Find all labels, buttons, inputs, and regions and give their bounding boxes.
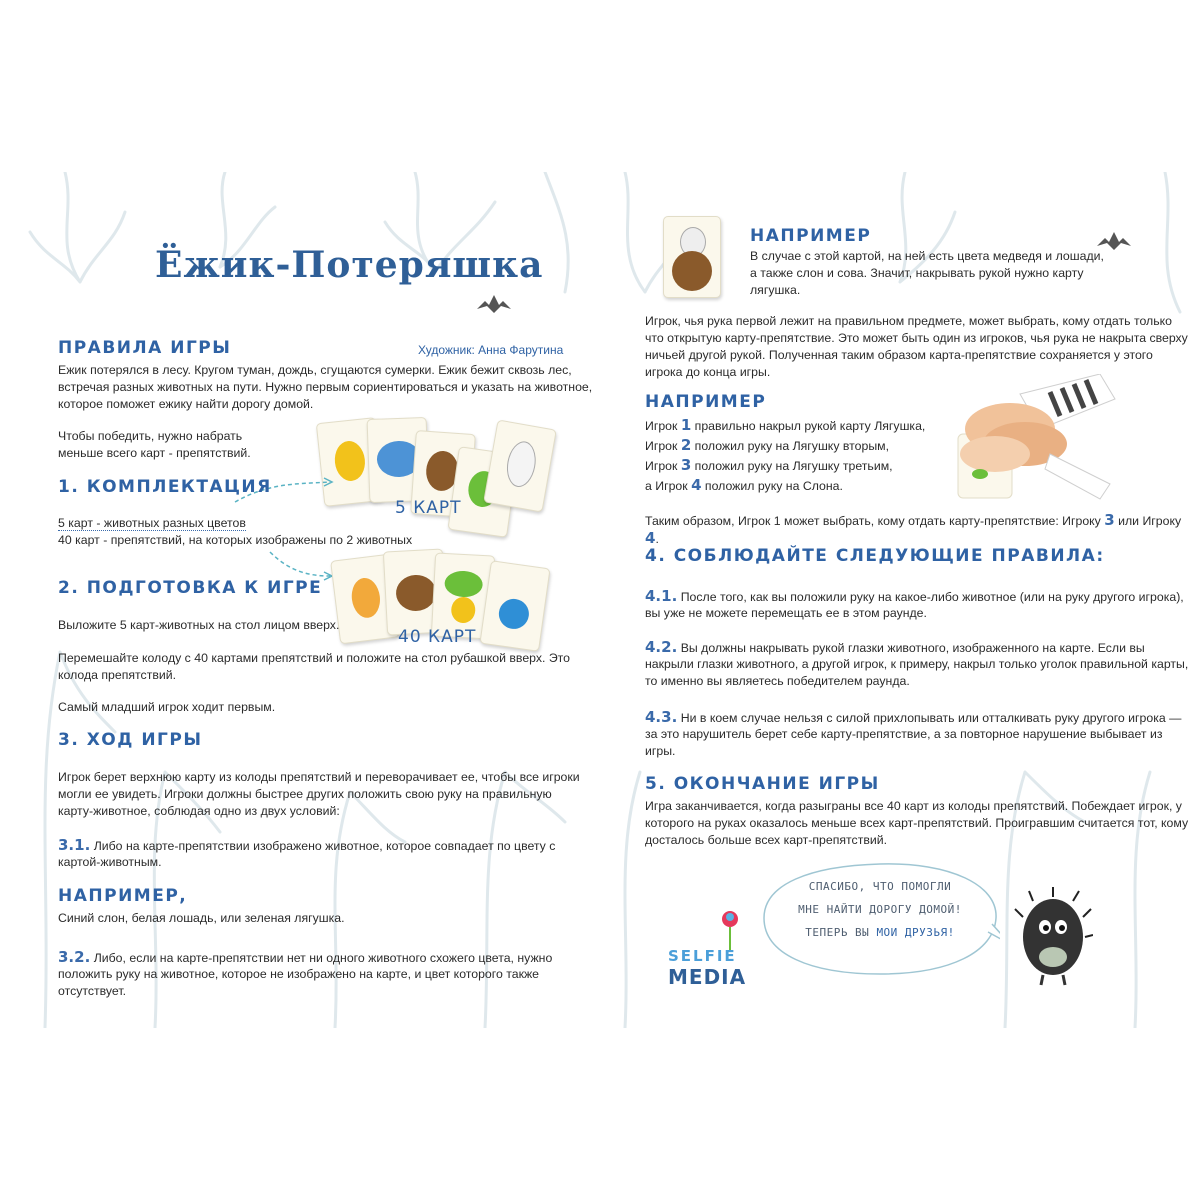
right-page: [605, 172, 1195, 1028]
bat-icon: [475, 289, 513, 317]
kit-line-2-text: 40 карт - препятствий, на которых изображены по 2 животных: [58, 533, 413, 547]
example-1-line-3: лягушка.: [750, 283, 801, 297]
speech-bubble: [760, 860, 1000, 978]
rule-4-1-line-2: вы уже не можете перемещать ее в этом раунде.: [645, 606, 927, 620]
ending-line-3: досталось больше всех карт-препятствий.: [645, 833, 888, 847]
intro-line-2: встречая разных животных на пути. Нужно первым сориентироваться и указать на животное,: [58, 380, 593, 394]
setup-p2-line-2: колода препятствий.: [58, 668, 177, 682]
player-2-text: положил руку на Лягушку вторым,: [694, 439, 890, 453]
example-2-heading: НАПРИМЕР: [645, 392, 767, 412]
hedgehog-illustration: [1013, 887, 1093, 987]
win-line-1: Чтобы победить, нужно набрать: [58, 429, 243, 443]
example-text: Синий слон, белая лошадь, или зеленая лягушка.: [58, 911, 345, 925]
rule-4-3-line-2: за это нарушитель берет себе карту-препятствие, а за повторное нарушение выбывает из: [645, 727, 1163, 741]
rule-4-3-line-3: игры.: [645, 744, 676, 758]
rule-3-2-line-2: положить руку на животное, которое не изображено на карте, и цвет которого также: [58, 967, 540, 981]
player-3-number: 3: [680, 456, 692, 474]
section-2-heading: 2. ПОДГОТОВКА К ИГРЕ: [58, 578, 323, 598]
example-heading: НАПРИМЕР,: [58, 886, 188, 906]
rule-4-3-text: Ни в коем случае нельзя с силой прихлопывать или отталкивать руку другого игрока —: [680, 711, 1182, 725]
choice-line-1: Игрок, чья рука первой лежит на правильном предмете, может выбрать, кому отдать только: [645, 314, 1172, 328]
bubble-line-2: МНЕ НАЙТИ ДОРОГУ ДОМОЙ!: [798, 903, 962, 916]
player-4-text: положил руку на Слона.: [704, 479, 843, 493]
player-4-label: а Игрок: [645, 479, 688, 493]
summary-text-a: Таким образом, Игрок 1 может выбрать, кому отдать карту-препятствие: Игроку: [645, 514, 1101, 528]
rule-4-1-number: 4.1.: [645, 587, 678, 605]
player-3-label: Игрок: [645, 459, 678, 473]
choice-line-4: игрока до конца игры.: [645, 365, 771, 379]
turn-line-2: могли ее увидеть. Игроки должны быстрее других положить свою руку на правильную: [58, 787, 552, 801]
example-1-line-2: а также слон и сова. Значит, накрывать рукой нужно карту: [750, 266, 1084, 280]
summary-text-b: или Игроку: [1118, 514, 1182, 528]
game-title: Ёжик-Потеряшка: [155, 244, 544, 286]
left-page: [5, 172, 595, 1028]
rule-4-1-text: После того, как вы положили руку на какое-либо животное (или на руку другого игрока),: [680, 590, 1184, 604]
rule-3-1-line-1: [58, 837, 555, 855]
example-2-line-2: [645, 437, 889, 455]
rule-4-2-line-1: [645, 639, 1145, 657]
choice-line-3: ничьей другой рукой. Полученная таким образом карта-препятствие сохраняется у этого: [645, 348, 1153, 362]
example-obstacle-card: [663, 216, 721, 298]
section-1-heading: 1. КОМПЛЕКТАЦИЯ: [58, 477, 272, 497]
rule-3-1-text: Либо на карте-препятствии изображено животное, которое совпадает по цвету с: [93, 839, 556, 853]
rule-4-1-line-1: [645, 588, 1184, 606]
example-2-line-4: [645, 477, 843, 495]
rule-3-2-text: Либо, если на карте-препятствии нет ни одного животного схожего цвета, нужно: [93, 951, 553, 965]
turn-line-3: карту-животное, соблюдая одно из двух условий:: [58, 804, 340, 818]
player-1-number: 1: [680, 416, 692, 434]
bubble-line-3a: ТЕПЕРЬ ВЫ: [805, 926, 877, 939]
ending-line-1: Игра заканчивается, когда разыграны все 40 карт из колоды препятствий. Побеждает игрок, у: [645, 799, 1182, 813]
kit-line-1: [58, 515, 246, 532]
rule-3-2-line-1: [58, 949, 552, 967]
bubble-line-3: [770, 926, 990, 939]
player-1-label: Игрок: [645, 419, 678, 433]
hands-illustration: [950, 374, 1120, 504]
rule-4-3-number: 4.3.: [645, 708, 678, 726]
summary-player-3: 3: [1104, 511, 1115, 529]
rules-heading: ПРАВИЛА ИГРЫ: [58, 338, 232, 358]
player-3-text: положил руку на Лягушку третьим,: [694, 459, 893, 473]
bubble-line-1: СПАСИБО, ЧТО ПОМОГЛИ: [808, 880, 952, 893]
rule-4-2-line-2: накрыли глазки животного, а другой игрок, к примеру, накрыл только уголок правильной карты,: [645, 657, 1189, 671]
player-1-text: правильно накрыл рукой карту Лягушка,: [694, 419, 926, 433]
intro-line-3: которое поможет ежику найти дорогу домой.: [58, 397, 314, 411]
rule-4-3-line-1: [645, 709, 1181, 727]
rule-4-2-number: 4.2.: [645, 638, 678, 656]
example-2-line-3: [645, 457, 893, 475]
win-line-2: меньше всего карт - препятствий.: [58, 446, 251, 460]
bubble-line-3b: МОИ ДРУЗЬЯ!: [876, 926, 955, 939]
rule-3-1-number: 3.1.: [58, 836, 91, 854]
rule-4-2-line-3: то именно вы являетесь победителем раунда.: [645, 674, 910, 688]
player-2-number: 2: [680, 436, 692, 454]
obstacle-card-4: [479, 560, 550, 652]
forty-cards-label: 40 КАРТ: [398, 627, 477, 647]
rule-3-2-number: 3.2.: [58, 948, 91, 966]
example-1-line-1: В случае с этой картой, на ней есть цвета медведя и лошади,: [750, 249, 1104, 263]
setup-p2-line-1: Перемешайте колоду с 40 картами препятствий и положите на стол рубашкой вверх. Это: [58, 651, 571, 665]
example-2-line-1: [645, 417, 925, 435]
artist-credit: Художник: Анна Фарутина: [418, 343, 564, 357]
example-1-heading: НАПРИМЕР: [750, 226, 872, 246]
flower-icon: [715, 907, 745, 952]
section-4-heading: 4. СОБЛЮДАЙТЕ СЛЕДУЮЩИЕ ПРАВИЛА:: [645, 546, 1105, 566]
logo-media: MEDIA: [668, 965, 747, 989]
logo-selfie: SELFIE: [668, 947, 737, 965]
setup-p1: Выложите 5 карт-животных на стол лицом вверх.: [58, 618, 340, 632]
intro-line-1: Ежик потерялся в лесу. Кругом туман, дождь, сгущаются сумерки. Ежик бежит сквозь лес,: [58, 363, 572, 377]
rule-3-2-line-3: отсутствует.: [58, 984, 127, 998]
kit-line-1-text: 5 карт - животных разных цветов: [58, 516, 246, 530]
rule-4-2-text: Вы должны накрывать рукой глазки животного, изображенного на карте. Если вы: [680, 641, 1145, 655]
player-4-number: 4: [691, 476, 702, 494]
player-2-label: Игрок: [645, 439, 678, 453]
kit-line-2: [58, 532, 412, 549]
summary-text-c: .: [655, 532, 659, 546]
ending-line-2: которого на руках оказалось меньше всех карт-препятствий. Проигравшим считается тот, кому: [645, 816, 1189, 830]
choice-line-2: что открытую карту-препятствие. Это может быть один из игроков, чья рука не накрыта сверху: [645, 331, 1188, 345]
rule-3-1-line-2: картой-животным.: [58, 855, 162, 869]
turn-line-1: Игрок берет верхнюю карту из колоды препятствий и переворачивает ее, чтобы все игроки: [58, 770, 580, 784]
summary-line: [645, 512, 1195, 548]
section-3-heading: 3. ХОД ИГРЫ: [58, 730, 203, 750]
summary-player-4: 4: [645, 529, 656, 547]
section-5-heading: 5. ОКОНЧАНИЕ ИГРЫ: [645, 774, 880, 794]
five-cards-label: 5 КАРТ: [395, 498, 462, 518]
setup-p3: Самый младший игрок ходит первым.: [58, 700, 276, 714]
